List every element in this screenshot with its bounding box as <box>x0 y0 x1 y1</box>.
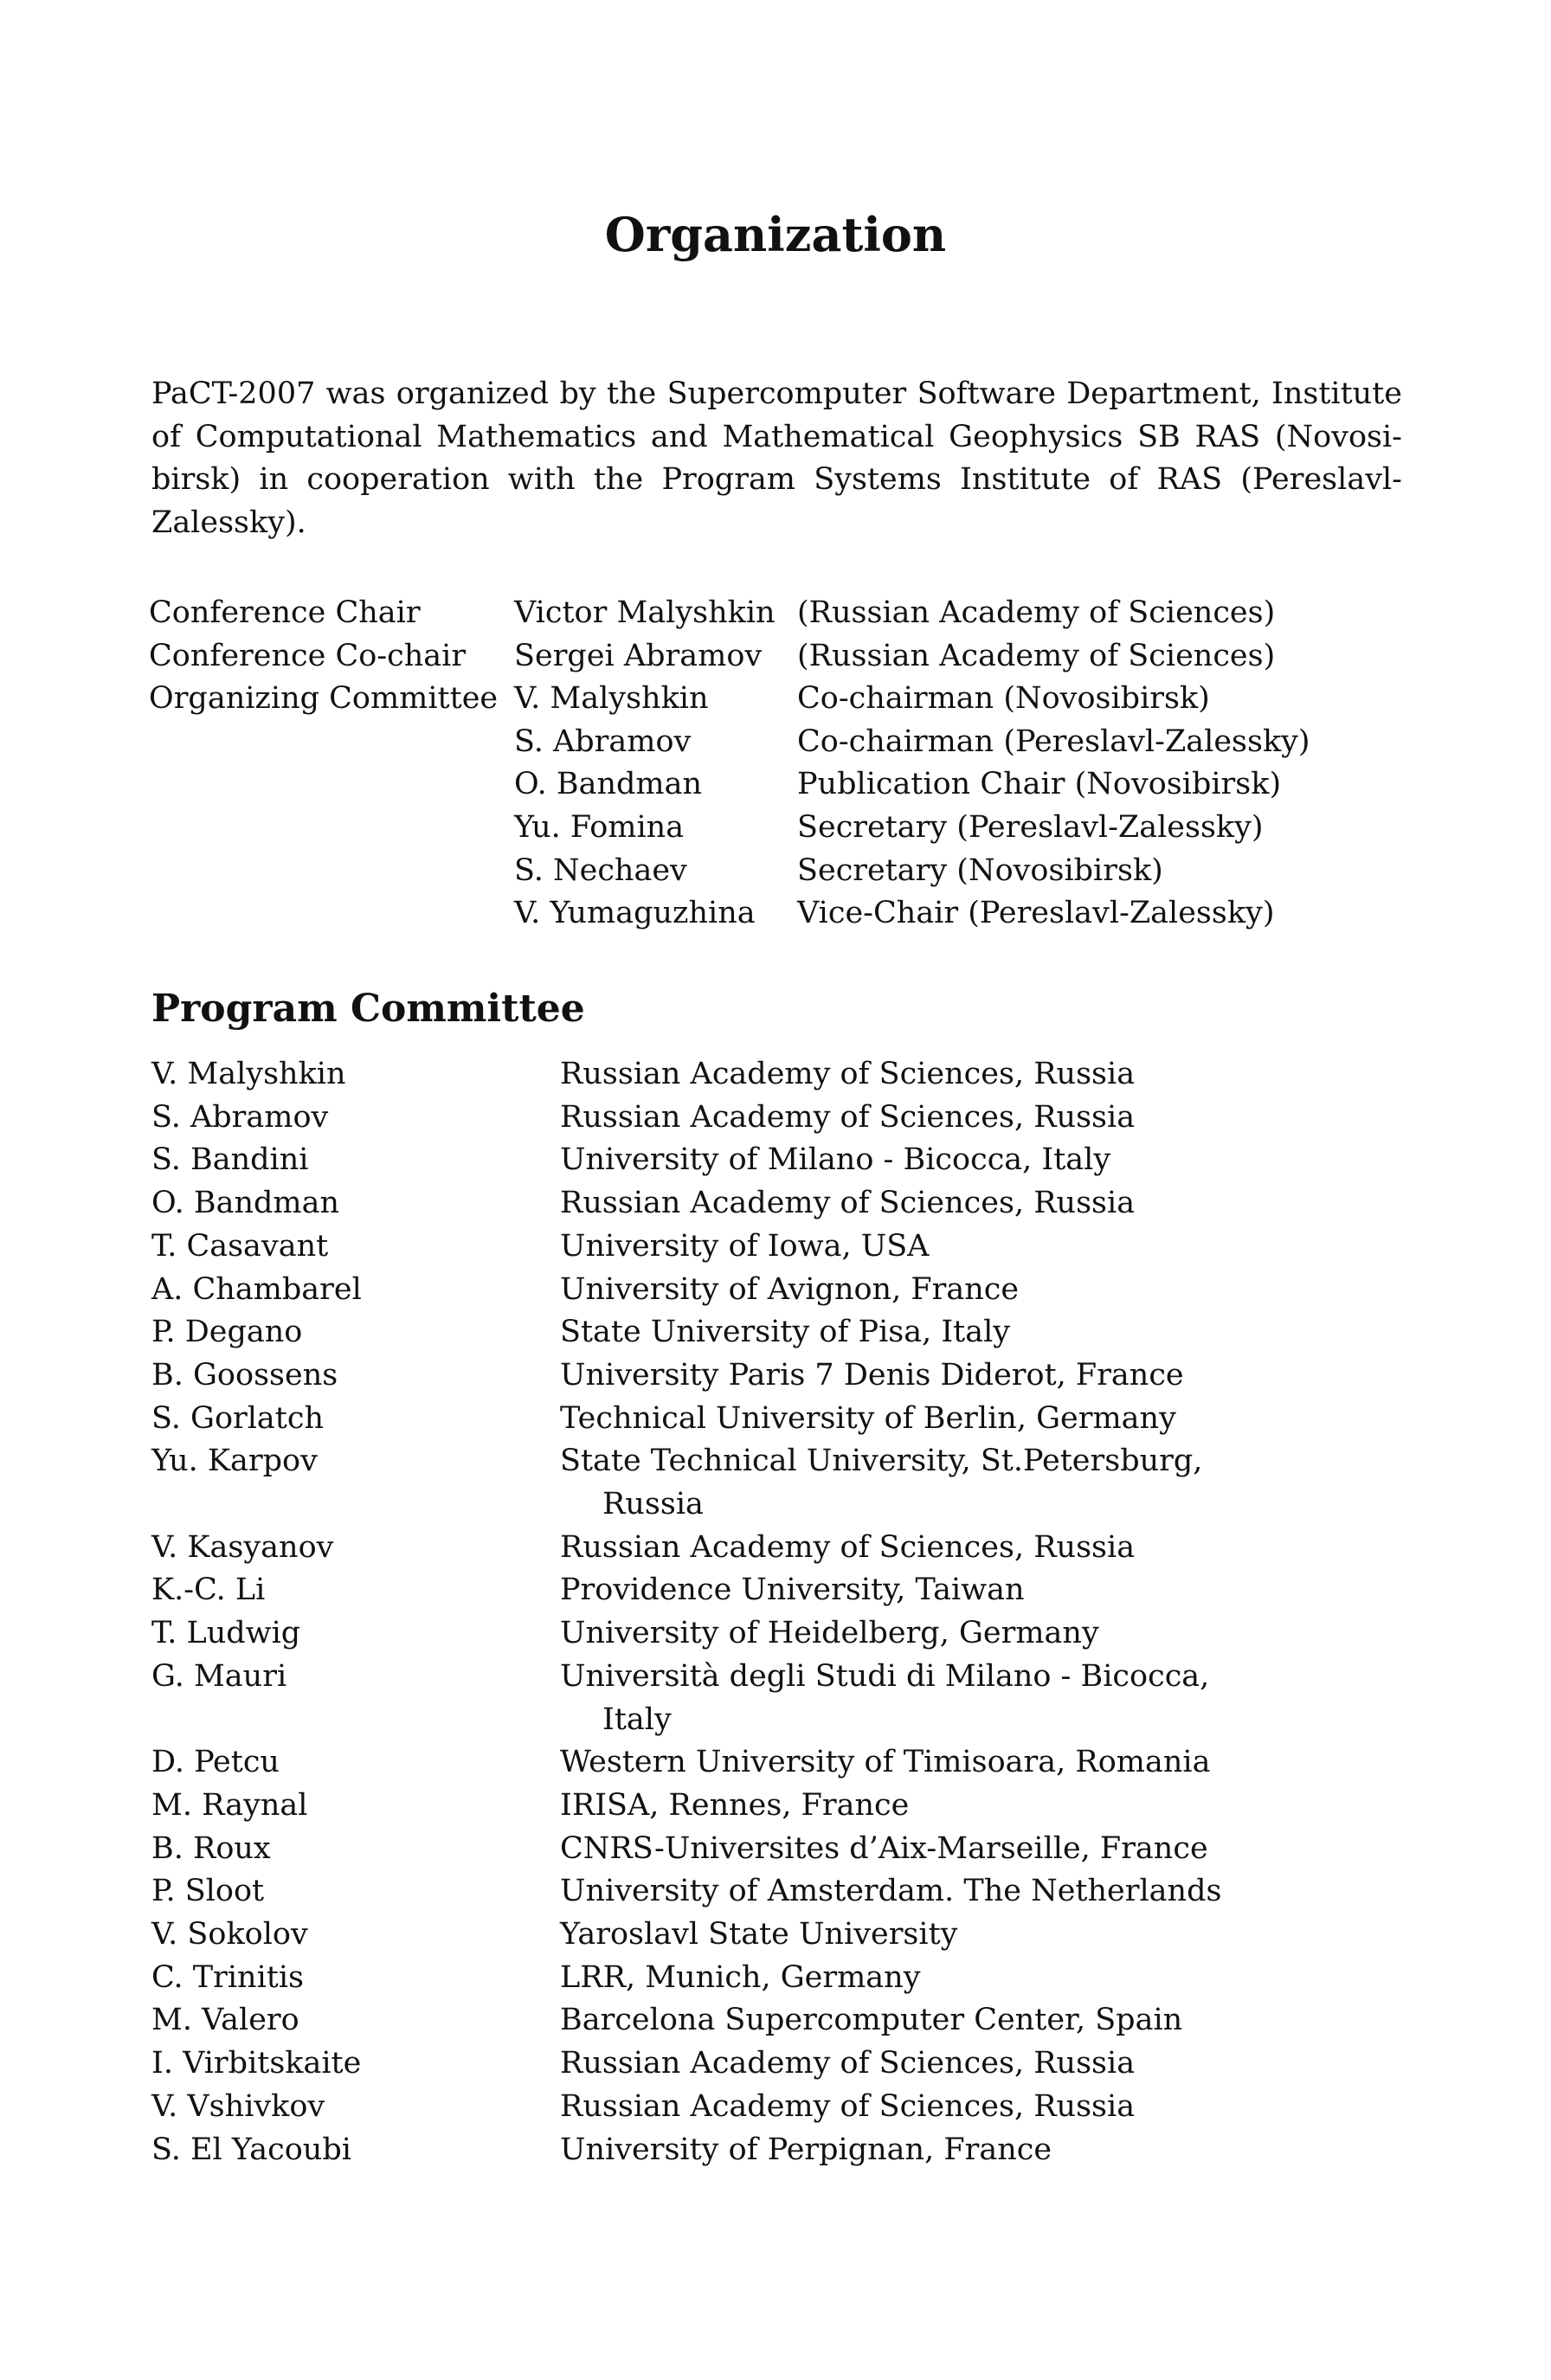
member-name: K.-C. Li <box>151 1573 266 1608</box>
person-name: S. Nechaev <box>514 852 687 888</box>
committee-member-row <box>151 1182 1252 1225</box>
organization-row <box>149 721 1310 764</box>
affiliation-text: Università degli Studi di Milano - Bicocca, <box>560 1658 1210 1694</box>
person-detail: Co-chairman (Novosibirsk) <box>797 681 1210 717</box>
committee-member-row <box>151 1354 1252 1398</box>
affiliation-continuation: Russia <box>602 1487 704 1522</box>
committee-member-row <box>151 2129 1252 2172</box>
member-name: M. Valero <box>151 2003 299 2038</box>
organization-row <box>149 763 1310 807</box>
committee-member-row <box>151 1612 1252 1656</box>
affiliation-text: Russian Academy of Sciences, Russia <box>560 1529 1136 1565</box>
person-detail: Vice-Chair (Pereslavl-Zalessky) <box>797 896 1275 931</box>
member-affiliation <box>560 1398 1252 1441</box>
committee-member-row <box>151 1527 1252 1570</box>
person-name: Yu. Fomina <box>514 809 685 845</box>
affiliation-text: State University of Pisa, Italy <box>560 1315 1011 1350</box>
member-affiliation <box>560 1741 1252 1785</box>
role-label: Conference Chair <box>149 595 421 630</box>
committee-member-row <box>151 2042 1252 2086</box>
member-affiliation <box>560 1225 1252 1269</box>
member-name: O. Bandman <box>151 1186 340 1221</box>
committee-member-row <box>151 1569 1252 1612</box>
affiliation-continuation: Italy <box>602 1701 672 1737</box>
committee-member-row <box>151 1741 1252 1785</box>
affiliation-text: Providence University, Taiwan <box>560 1573 1025 1608</box>
committee-member-row <box>151 1914 1252 1957</box>
committee-member-row <box>151 1785 1252 1828</box>
committee-member-row <box>151 1225 1252 1269</box>
committee-member-row <box>151 1999 1252 2042</box>
person-name: V. Malyshkin <box>514 681 709 717</box>
member-affiliation <box>560 1656 1252 1741</box>
member-name: S. Bandini <box>151 1142 309 1178</box>
role-label <box>149 721 514 764</box>
person-detail: (Russian Academy of Sciences) <box>797 638 1276 673</box>
member-name: B. Goossens <box>151 1357 338 1393</box>
member-affiliation <box>560 1828 1252 1871</box>
member-name: D. Petcu <box>151 1745 280 1780</box>
member-affiliation <box>560 1269 1252 1312</box>
member-name: B. Roux <box>151 1830 271 1866</box>
member-affiliation <box>560 1053 1252 1097</box>
role-label <box>149 892 514 936</box>
person-name: Sergei Abramov <box>514 638 763 673</box>
person-name: Victor Malyshkin <box>514 595 776 630</box>
affiliation-text: Russian Academy of Sciences, Russia <box>560 1186 1136 1221</box>
affiliation-text: Russian Academy of Sciences, Russia <box>560 1057 1136 1091</box>
role-label <box>149 807 514 850</box>
organization-row <box>149 592 1310 635</box>
person-detail: Publication Chair (Novosibirsk) <box>797 767 1282 802</box>
member-name: V. Sokolov <box>151 1917 308 1952</box>
committee-member-row <box>151 1139 1252 1182</box>
member-name: S. Abramov <box>151 1099 329 1135</box>
member-affiliation <box>560 1914 1252 1957</box>
member-affiliation <box>560 1139 1252 1182</box>
intro-paragraph: PaCT-2007 was organized by the Supercomputer Software Department, Institute of Computational Mathematics and Mathematical Geophysics SB RAS (Novosibirsk) in cooperation with the Program Systems Institute of RAS (Pereslavl-Zalessky). <box>151 376 1402 540</box>
member-affiliation <box>560 1527 1252 1570</box>
affiliation-text: Russian Academy of Sciences, Russia <box>560 2088 1136 2124</box>
member-affiliation <box>560 1097 1252 1140</box>
affiliation-text: State Technical University, St.Petersburg, <box>560 1444 1203 1479</box>
member-affiliation <box>560 2086 1252 2129</box>
member-name: G. Mauri <box>151 1658 287 1694</box>
person-name: V. Yumaguzhina <box>514 896 756 931</box>
member-name: V. Kasyanov <box>151 1529 334 1565</box>
affiliation-text: Barcelona Supercomputer Center, Spain <box>560 2003 1183 2038</box>
role-label <box>149 850 514 893</box>
affiliation-text: Western University of Timisoara, Romania <box>560 1745 1211 1780</box>
program-committee-table <box>151 1053 1252 2171</box>
member-name: T. Ludwig <box>151 1616 301 1651</box>
committee-member-row <box>151 1870 1252 1914</box>
affiliation-text: University Paris 7 Denis Diderot, France <box>560 1357 1184 1393</box>
member-affiliation <box>560 2129 1252 2172</box>
role-label: Conference Co-chair <box>149 638 467 673</box>
member-name: P. Degano <box>151 1315 303 1350</box>
organization-table <box>149 592 1310 936</box>
person-detail: (Russian Academy of Sciences) <box>797 595 1276 630</box>
committee-member-row <box>151 1656 1252 1741</box>
affiliation-text: LRR, Munich, Germany <box>560 1959 921 1995</box>
committee-member-row <box>151 1828 1252 1871</box>
organization-row <box>149 807 1310 850</box>
member-affiliation <box>560 1999 1252 2042</box>
committee-member-row <box>151 1440 1252 1526</box>
member-affiliation <box>560 1785 1252 1828</box>
affiliation-text: Russian Academy of Sciences, Russia <box>560 1099 1136 1135</box>
role-label: Organizing Committee <box>149 681 499 717</box>
member-affiliation <box>560 1569 1252 1612</box>
affiliation-text: University of Perpignan, France <box>560 2132 1052 2167</box>
page-title: Organization <box>604 207 947 263</box>
member-affiliation <box>560 1870 1252 1914</box>
member-affiliation <box>560 2042 1252 2086</box>
person-detail: Secretary (Novosibirsk) <box>797 852 1163 888</box>
committee-member-row <box>151 1311 1252 1354</box>
member-affiliation <box>560 1182 1252 1225</box>
affiliation-text: IRISA, Rennes, France <box>560 1787 910 1823</box>
member-name: S. El Yacoubi <box>151 2132 351 2167</box>
member-name: Yu. Karpov <box>151 1444 318 1479</box>
committee-member-row <box>151 1097 1252 1140</box>
organization-row <box>149 635 1310 679</box>
member-name: V. Malyshkin <box>151 1057 346 1091</box>
member-affiliation <box>560 1440 1252 1526</box>
committee-member-row <box>151 1053 1252 1097</box>
member-affiliation <box>560 1957 1252 2000</box>
organization-row <box>149 850 1310 893</box>
role-label <box>149 763 514 807</box>
committee-member-row <box>151 1269 1252 1312</box>
member-name: M. Raynal <box>151 1787 308 1823</box>
person-detail: Co-chairman (Pereslavl-Zalessky) <box>797 724 1310 759</box>
committee-member-row <box>151 2086 1252 2129</box>
affiliation-text: University of Heidelberg, Germany <box>560 1616 1099 1651</box>
member-affiliation <box>560 1311 1252 1354</box>
member-name: V. Vshivkov <box>151 2088 325 2124</box>
affiliation-text: Yaroslavl State University <box>560 1917 958 1952</box>
affiliation-text: CNRS-Universites d’Aix-Marseille, France <box>560 1830 1208 1866</box>
member-affiliation <box>560 1354 1252 1398</box>
member-affiliation <box>560 1612 1252 1656</box>
affiliation-text: Technical University of Berlin, Germany <box>560 1400 1176 1436</box>
committee-member-row <box>151 1398 1252 1441</box>
person-name: O. Bandman <box>514 767 703 802</box>
member-name: P. Sloot <box>151 1874 265 1909</box>
affiliation-text: Russian Academy of Sciences, Russia <box>560 2046 1136 2081</box>
member-name: C. Trinitis <box>151 1959 305 1995</box>
member-name: T. Casavant <box>151 1228 329 1264</box>
affiliation-text: University of Iowa, USA <box>560 1228 930 1264</box>
member-name: I. Virbitskaite <box>151 2046 362 2081</box>
affiliation-text: University of Avignon, France <box>560 1271 1020 1307</box>
person-name: S. Abramov <box>514 724 692 759</box>
program-committee-heading: Program Committee <box>151 987 585 1031</box>
organization-row <box>149 892 1310 936</box>
organization-row <box>149 678 1310 721</box>
affiliation-text: University of Milano - Bicocca, Italy <box>560 1142 1111 1178</box>
member-name: A. Chambarel <box>151 1271 362 1307</box>
person-detail: Secretary (Pereslavl-Zalessky) <box>797 809 1264 845</box>
committee-member-row <box>151 1957 1252 2000</box>
member-name: S. Gorlatch <box>151 1400 325 1436</box>
affiliation-text: University of Amsterdam. The Netherlands <box>560 1874 1222 1909</box>
